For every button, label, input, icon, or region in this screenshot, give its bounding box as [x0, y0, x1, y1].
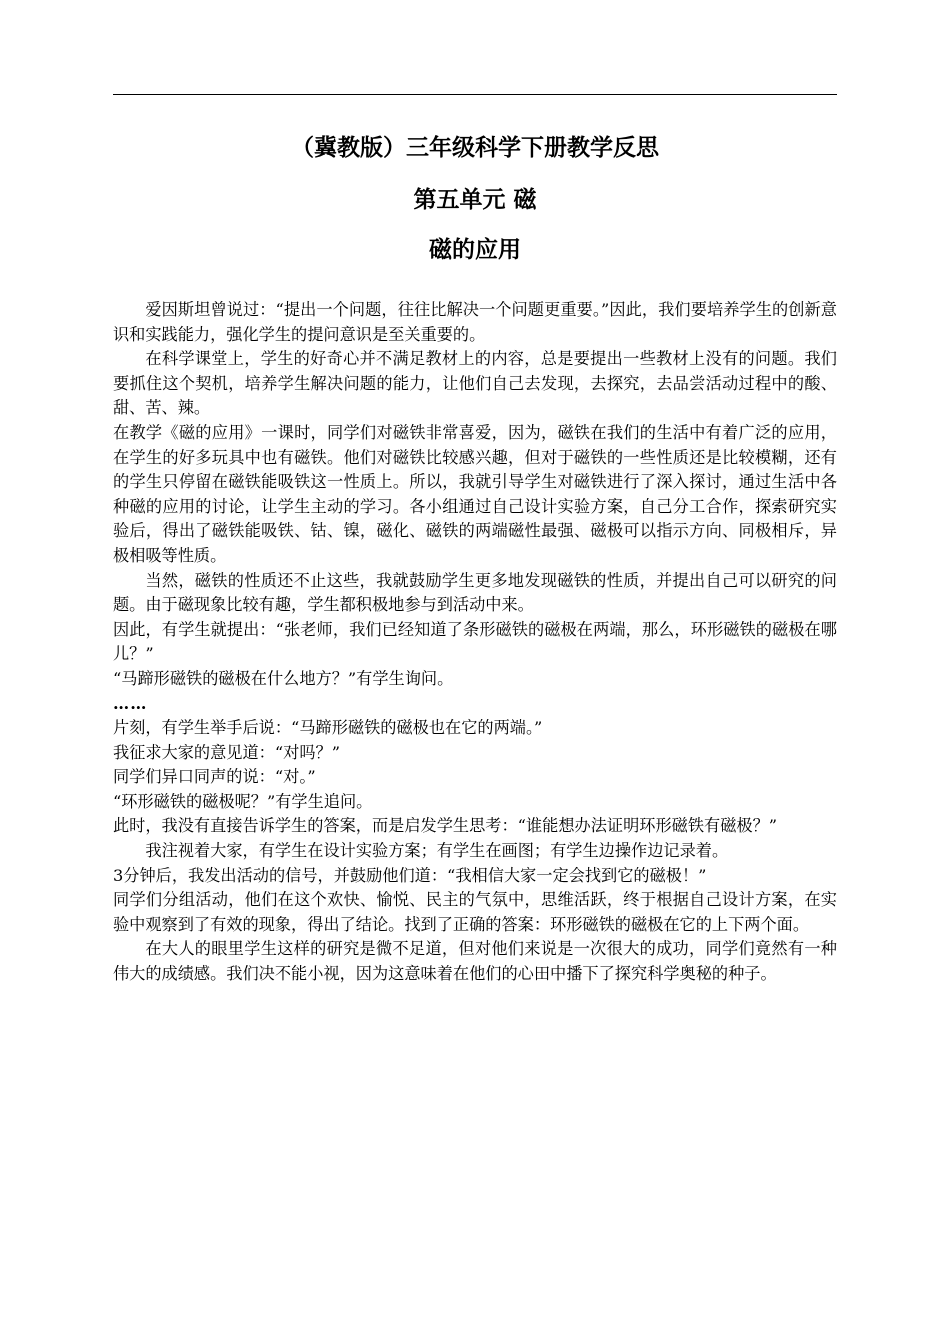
paragraph: 在大人的眼里学生这样的研究是微不足道，但对他们来说是一次很大的成功，同学们竟然有一种伟大的成绩感。我们决不能小视，因为这意味着在他们的心田中播下了探究科学奥秘的种子。: [113, 939, 837, 984]
lesson-heading: 磁的应用: [429, 237, 521, 263]
header-rule: [113, 94, 837, 95]
paragraph: 3分钟后，我发出活动的信号，并鼓励他们道：“我相信大家一定会找到它的磁极！”: [113, 865, 707, 885]
paragraph: 我注视着大家，有学生在设计实验方案；有学生在画图；有学生边操作边记录着。: [145, 841, 729, 861]
ellipsis-line: ……: [113, 693, 148, 713]
paragraph: “环形磁铁的磁极呢？”有学生追问。: [113, 791, 373, 811]
paragraph: 同学们分组活动，他们在这个欢快、愉悦、民主的气氛中，思维活跃，终于根据自己设计方案，在实验中观察到了有效的现象，得出了结论。找到了正确的答案：环形磁铁的磁极在它的上下两个面。: [113, 890, 837, 934]
body-text: [113, 298, 837, 987]
paragraph: “马蹄形磁铁的磁极在什么地方？”有学生询问。: [113, 668, 454, 688]
paragraph: 我征求大家的意见道：“对吗？”: [113, 742, 340, 762]
paragraph: 爱因斯坦曾说过：“提出一个问题，往往比解决一个问题更重要。”因此，我们要培养学生的创新意识和实践能力，强化学生的提问意识是至关重要的。: [113, 300, 837, 344]
paragraph: 在科学课堂上，学生的好奇心并不满足教材上的内容，总是要提出一些教材上没有的问题。我们要抓住这个契机，培养学生解决问题的能力，让他们自己去发现，去探究，去品尝活动过程中的酸、甜、苦、辣。: [113, 349, 837, 418]
paragraph: 同学们异口同声的说：“对。”: [113, 767, 316, 787]
paragraph: 在教学《磁的应用》一课时，同学们对磁铁非常喜爱，因为，磁铁在我们的生活中有着广泛的应用，在学生的好多玩具中也有磁铁。他们对磁铁比较感兴趣，但对于磁铁的一些性质还是比较模糊，还有的学生只停留在磁铁能吸铁这一性质上。所以，我就引导学生对磁铁进行了深入探讨，通过生活中各种磁的应用的讨论，让学生主动的学习。各小组通过自己设计实验方案，自己分工合作，探索研究实验后，得出了磁铁能吸铁、钴、镍，磁化、磁铁的两端磁性最强、磁极可以指示方向、同极相斥，异极相吸等性质。: [113, 422, 837, 565]
paragraph: 此时，我没有直接告诉学生的答案，而是启发学生思考：“谁能想办法证明环形磁铁有磁极？”: [113, 816, 778, 836]
document-title: （冀教版）三年级科学下册教学反思: [291, 135, 659, 161]
paragraph: 当然，磁铁的性质还不止这些，我就鼓励学生更多地发现磁铁的性质，并提出自己可以研究的问题。由于磁现象比较有趣，学生都积极地参与到活动中来。: [113, 570, 837, 615]
paragraph: 片刻，有学生举手后说：“马蹄形磁铁的磁极也在它的两端。”: [113, 718, 543, 738]
paragraph: 因此，有学生就提出：“张老师，我们已经知道了条形磁铁的磁极在两端，那么，环形磁铁的磁极在哪儿？”: [113, 619, 837, 664]
unit-heading: 第五单元 磁: [413, 187, 537, 213]
